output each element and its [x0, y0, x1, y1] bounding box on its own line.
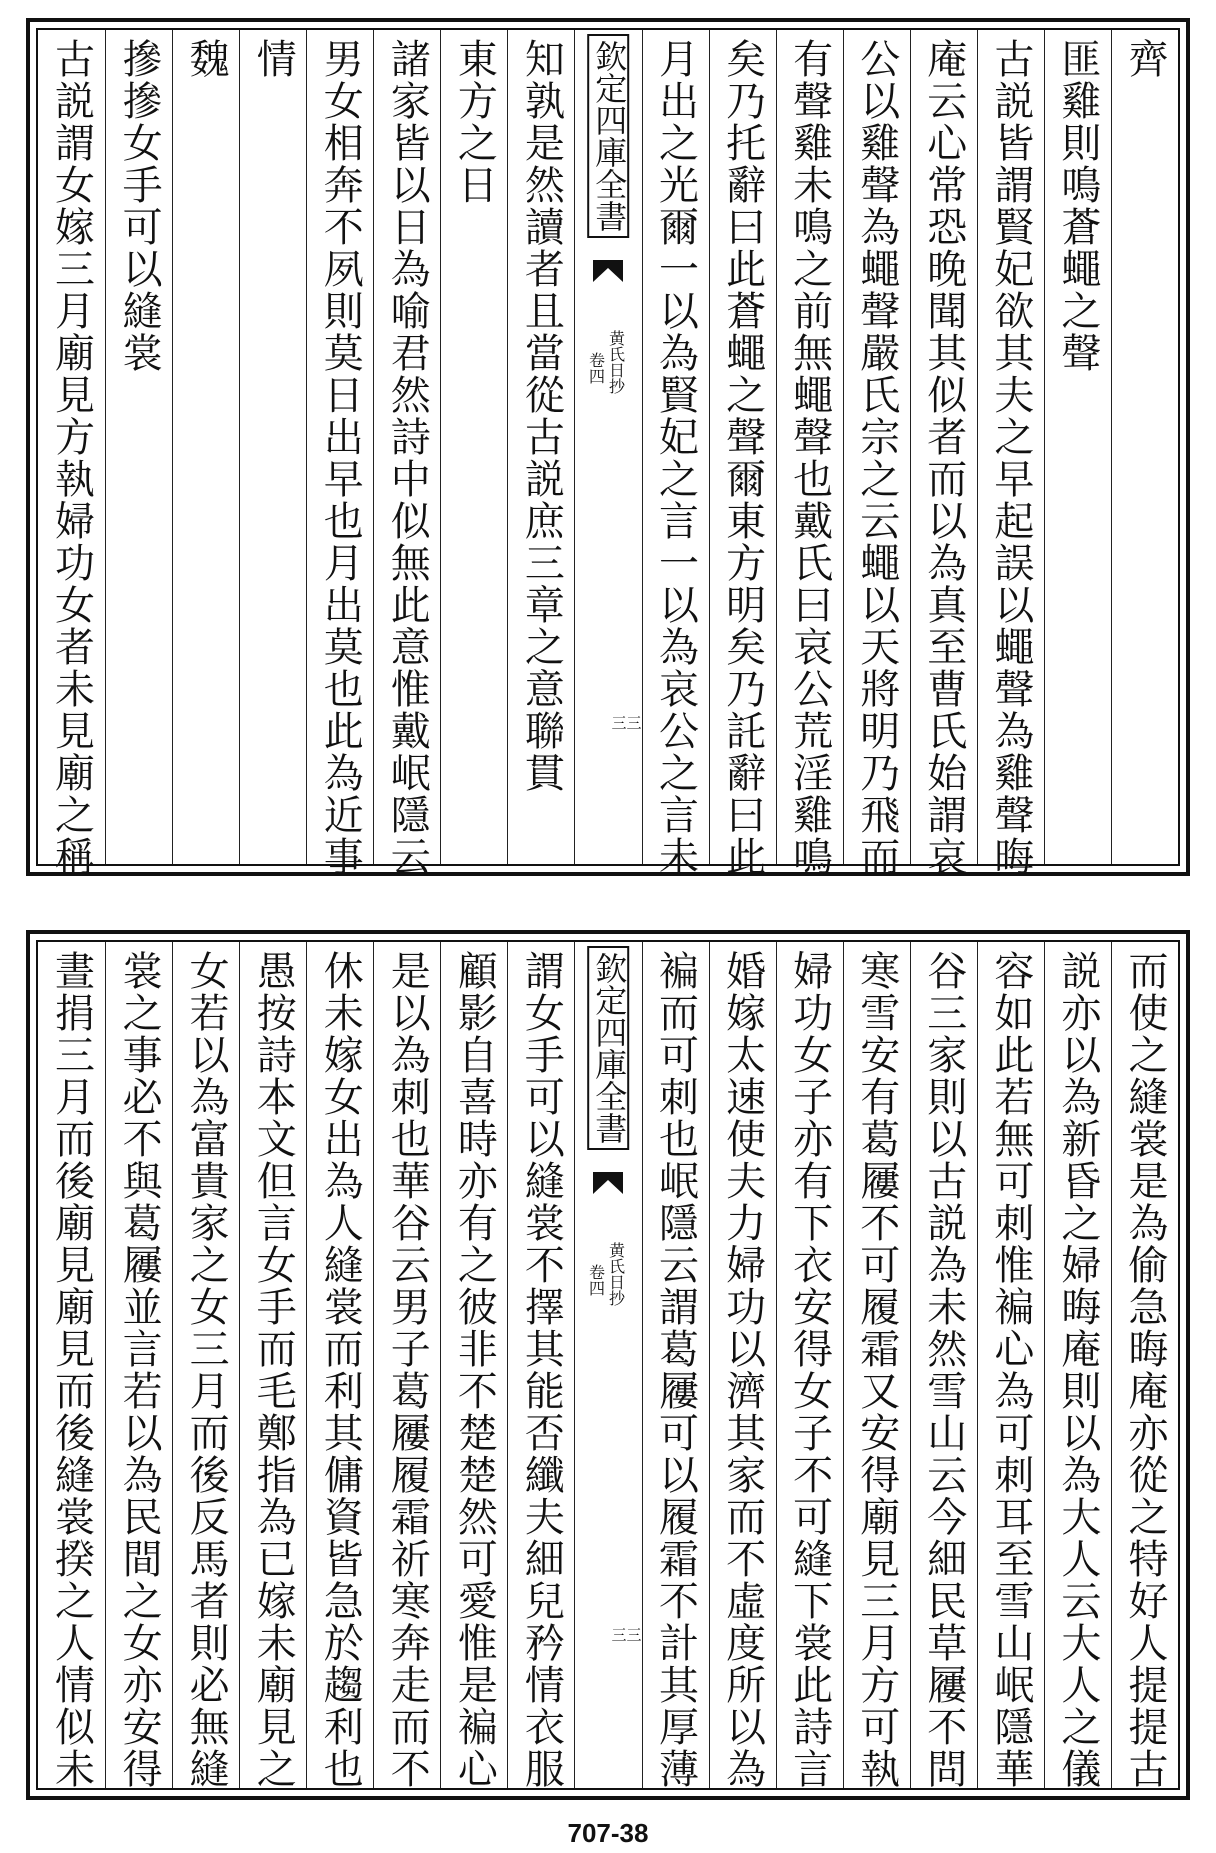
column-text: 顧影自喜時亦有之彼非不楚楚然可愛惟是褊心 — [451, 950, 498, 1790]
text-column — [172, 30, 239, 864]
column-text: 東方之日 — [451, 38, 498, 206]
column-text: 摻摻女手可以縫裳 — [116, 38, 163, 374]
text-column — [1111, 942, 1178, 1788]
column-text: 説亦以為新昏之婦晦庵則以為大人云大人之儀 — [1054, 950, 1101, 1790]
leaf-number: 三三 — [611, 1626, 642, 1644]
text-column — [1044, 942, 1111, 1788]
column-text: 知孰是然讀者且當從古説庶三章之意聯貫 — [518, 38, 565, 794]
column-text: 謂女手可以縫裳不擇其能否纖夫細兒矜情衣服 — [518, 950, 565, 1790]
fish-tail-ornament-icon — [593, 1172, 623, 1194]
column-text: 有聲雞未鳴之前無蠅聲也戴氏曰哀公荒淫雞鳴 — [786, 38, 833, 878]
text-column — [38, 942, 105, 1788]
text-column — [977, 942, 1044, 1788]
text-column — [642, 30, 709, 878]
text-column — [507, 942, 574, 1788]
column-text: 古説謂女嫁三月廟見方執婦功女者未見廟之稱 — [48, 38, 95, 878]
column-text: 匪雞則鳴蒼蠅之聲 — [1054, 38, 1101, 374]
text-column — [105, 30, 172, 864]
bottom-page-frame — [36, 940, 1180, 1790]
leaf-number: 三三 — [611, 714, 642, 732]
text-column — [910, 30, 977, 878]
column-text: 矣乃托辭曰此蒼蠅之聲爾東方明矣乃託辭曰此 — [719, 38, 766, 878]
text-column — [910, 942, 977, 1788]
bottom-page — [26, 930, 1190, 1800]
text-column — [373, 30, 440, 878]
column-text: 魏 — [183, 38, 230, 80]
column-text: 婚嫁太速使夫力婦功以濟其家而不虛度所以為 — [719, 950, 766, 1790]
text-column — [440, 30, 507, 864]
siku-quanshu-banner: 欽定四庫全書 — [588, 34, 630, 238]
text-column — [843, 942, 910, 1788]
text-column — [172, 942, 239, 1788]
text-column — [373, 942, 440, 1788]
column-text: 裳之事必不與葛屨並言若以為民間之女亦安得 — [116, 950, 163, 1790]
text-column — [507, 30, 574, 864]
siku-quanshu-banner: 欽定四庫全書 — [588, 946, 630, 1150]
column-text: 晝捐三月而後廟見廟見而後縫裳揆之人情似未 — [48, 950, 95, 1790]
book-title: 黄氏日抄 — [606, 1242, 626, 1306]
column-text: 情 — [250, 38, 297, 80]
column-text: 愚按詩本文但言女手而毛鄭指為已嫁未廟見之 — [250, 950, 297, 1790]
text-column — [38, 30, 105, 878]
text-column — [105, 942, 172, 1788]
text-column — [306, 942, 373, 1788]
column-text: 休未嫁女出為人縫裳而利其傭資皆急於趨利也 — [317, 950, 364, 1790]
center-fold-column — [574, 942, 641, 1788]
column-text: 公以雞聲為蠅聲嚴氏宗之云蠅以天將明乃飛而 — [853, 38, 900, 878]
volume-label: 卷四 — [586, 1264, 606, 1296]
volume-label: 卷四 — [586, 352, 606, 384]
center-fold-column — [574, 30, 641, 864]
text-column — [642, 942, 709, 1788]
text-column — [239, 30, 306, 864]
page-footer-number: 707-38 — [567, 1818, 649, 1848]
column-text: 諸家皆以日為喻君然詩中似無此意惟戴岷隱云 — [384, 38, 431, 878]
fish-tail-ornament-icon — [593, 260, 623, 282]
top-page-frame — [36, 28, 1180, 878]
column-text: 齊 — [1121, 38, 1168, 80]
column-text: 是以為刺也華谷云男子葛屨履霜祈寒奔走而不 — [384, 950, 431, 1790]
column-text: 而使之縫裳是為偷急晦庵亦從之特好人提提古 — [1121, 950, 1168, 1790]
text-column — [843, 30, 910, 878]
column-text: 寒雪安有葛屨不可履霜又安得廟見三月方可執 — [853, 950, 900, 1790]
text-column — [977, 30, 1044, 878]
text-column — [1044, 30, 1111, 864]
text-column — [1111, 30, 1178, 864]
text-column — [709, 942, 776, 1788]
top-page — [26, 18, 1190, 876]
column-text: 谷三家則以古説為未然雪山云今細民草屨不問 — [920, 950, 967, 1790]
text-column — [306, 30, 373, 878]
text-column — [239, 942, 306, 1788]
column-text: 男女相奔不夙則莫日出早也月出莫也此為近事 — [317, 38, 364, 878]
text-column — [440, 942, 507, 1788]
column-text: 庵云心常恐晚聞其似者而以為真至曹氏始謂哀 — [920, 38, 967, 878]
text-column — [776, 942, 843, 1788]
text-column — [776, 30, 843, 878]
column-text: 婦功女子亦有下衣安得女子不可縫下裳此詩言 — [786, 950, 833, 1790]
column-text: 女若以為富貴家之女三月而後反馬者則必無縫 — [183, 950, 230, 1790]
book-title: 黄氏日抄 — [606, 330, 626, 394]
text-column — [709, 30, 776, 878]
column-text: 古説皆謂賢妃欲其夫之早起誤以蠅聲為雞聲晦 — [987, 38, 1034, 878]
column-text: 褊而可刺也岷隱云謂葛屨可以履霜不計其厚薄 — [652, 950, 699, 1790]
column-text: 月出之光爾一以為賢妃之言一以為哀公之言未 — [652, 38, 699, 878]
column-text: 容如此若無可刺惟褊心為可刺耳至雪山岷隱華 — [987, 950, 1034, 1790]
